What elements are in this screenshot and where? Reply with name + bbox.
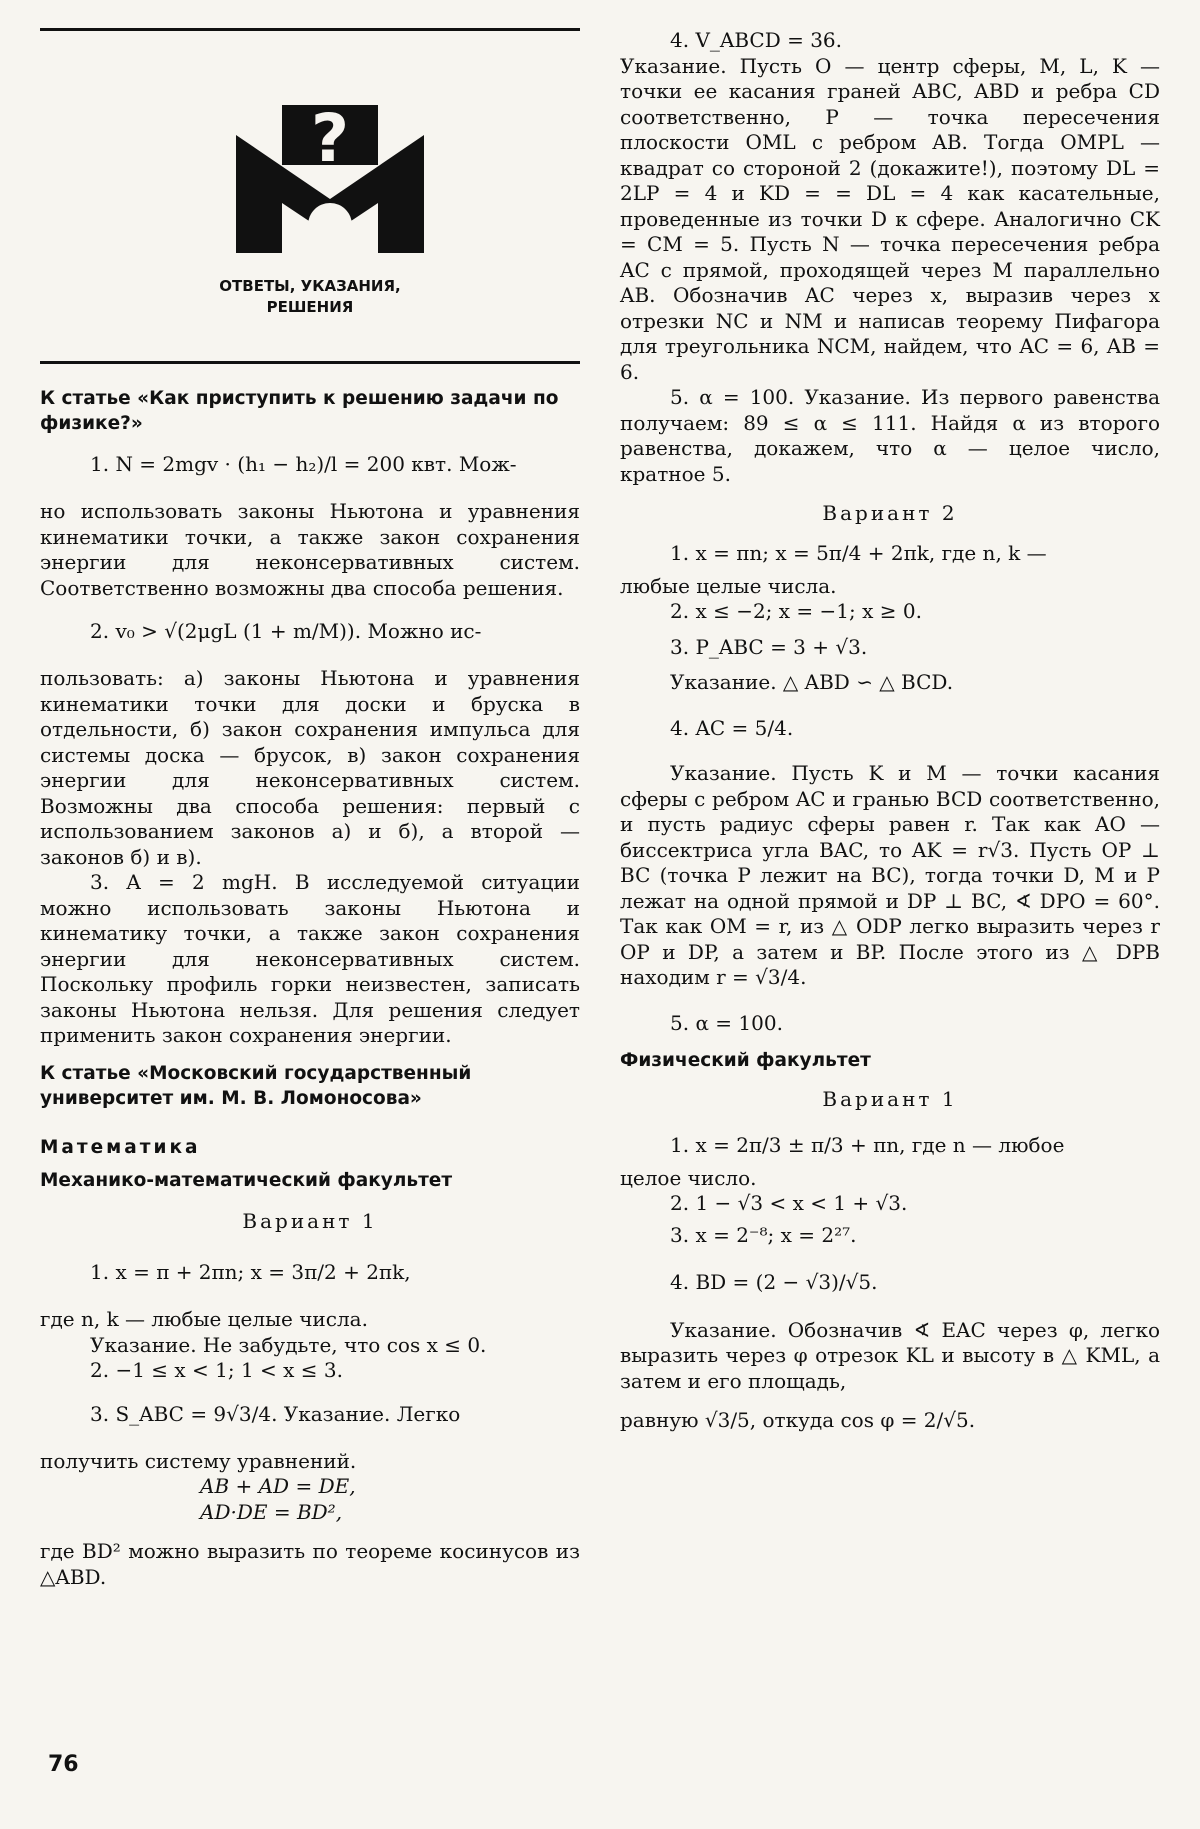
answer-1-formula: 1. N = 2mgv · (h₁ − h₂)/l = 200 квт. Мож- [90, 452, 517, 476]
system-line-2: AD·DE = BD², [200, 1499, 343, 1524]
v1-answer-1-text: где n, k — любые целые числа. [40, 1307, 368, 1331]
answer-1-text: но использовать законы Ньютона и уравнения кинематики точки, а также закон сохранения энергии для неконсервативных систем. Соответственно возможны два способа решения. [40, 499, 580, 600]
v2-answer-4-text: Указание. Пусть K и M — точки касания сферы с ребром AC и гранью BCD соответственно, и пусть радиус сферы равен r. Так как AO — биссектриса угла BAC, то AK = r√3. Пусть OP ⊥ BC (точка P лежит на BC), тогда точки D, M и P лежат на одной прямой и DP ⊥ BC, ∢ DPO = 60°. Так как OM = r, из △ ODP легко выразить через r OP и DP, а затем и BP. После этого из △ DPB находим r = √3/4. [620, 761, 1160, 989]
f-answer-3: 3. x = 2⁻⁸; x = 2²⁷. [670, 1222, 857, 1247]
v1-answer-4: 4. V_ABCD = 36. [670, 28, 843, 52]
faculty-2-heading: Физический факультет [620, 1050, 871, 1071]
f-answer-1-formula: 1. x = 2π/3 ± π/3 + πn, где n — любое [670, 1132, 1065, 1157]
f-answer-2: 2. 1 − √3 < x < 1 + √3. [670, 1191, 908, 1215]
v1-answer-4-text: Указание. Пусть O — центр сферы, M, L, K — точки ее касания граней ABC, ABD и ребра CD соответственно, P — точка пересечения плоскости OML с ребром AB. Тогда OMPL — квадрат со стороной 2 (докажите!), поэтому DL = 2LP = 4 и KD = = DL = 4 как касательные, проведенные из точки D к сфере. Аналогично CK = CM = 5. Пусть N — точка пересечения ребра AC с прямой, проходящей через M параллельно AB. Обозначив AC через x, выразив через x отрезки NC и NM и написав теорему Пифагора для треугольника NCM, найдем, что AC = 6, AB = 6. [620, 53, 1160, 384]
v2-answer-3-hint: Указание. △ ABD ∽ △ BCD. [670, 670, 954, 694]
caption-line1: ОТВЕТЫ, УКАЗАНИЯ, [219, 277, 401, 295]
logo-question-glyph: ? [310, 103, 350, 177]
v2-answer-1-formula: 1. x = πn; x = 5π/4 + 2πk, где n, k — [670, 540, 1047, 565]
bottom-rule [40, 361, 580, 364]
v2-answer-4: 4. AC = 5/4. [670, 715, 794, 740]
section-logo [40, 31, 580, 361]
answer-2-text: пользовать: а) законы Ньютона и уравнения кинематики точки для доски и бруска в отдельности, б) закон сохранения импульса для системы доска — брусок, в) закон сохранения энергии для неконсервативных систем. Возможны два способа решения: первый с использованием законов а) и б), а второй — законов б) и в). [40, 666, 580, 869]
v2-answer-2: 2. x ≤ −2; x = −1; x ≥ 0. [670, 599, 922, 623]
variant-heading: Вариант 1 [242, 1208, 378, 1233]
caption-line2: РЕШЕНИЯ [266, 298, 354, 316]
variant-2-heading: Вариант 2 [822, 501, 958, 525]
v1-answer-3-end: где BD² можно выразить по теореме косинусов из △ABD. [40, 1539, 580, 1589]
v1-answer-1-hint: Указание. Не забудьте, что cos x ≤ 0. [90, 1332, 487, 1357]
answer-2-formula: 2. v₀ > √(2μgL (1 + m/M)). Можно ис- [90, 619, 482, 643]
variant-3-heading: Вариант 1 [822, 1087, 958, 1111]
v2-answer-3: 3. P_ABC = 3 + √3. [670, 634, 868, 659]
f-answer-1-text: целое число. [620, 1165, 757, 1190]
f-answer-4-text: Указание. Обозначив ∢ EAC через φ, легко выразить через φ отрезок KL и высоту в △ KML, а затем и его площадь, [620, 1317, 1160, 1393]
question-mark-logo-icon [230, 103, 430, 263]
left-column [40, 28, 580, 1590]
section-caption [40, 276, 580, 318]
v1-answer-3-formula: 3. S_ABC = 9√3/4. Указание. Легко [90, 1401, 461, 1426]
v1-answer-5-text: 5. α = 100. Указание. Из первого равенства получаем: 89 ≤ α ≤ 111. Найдя α из второго равенства, докажем, что α — целое число, кратное 5. [620, 385, 1160, 486]
f-answer-4: 4. BD = (2 − √3)/√5. [670, 1270, 878, 1294]
page-number: 76 [48, 1752, 79, 1777]
faculty-heading: Механико-математический факультет [40, 1169, 453, 1191]
subject-heading: Математика [40, 1136, 201, 1158]
v1-answer-2: 2. −1 ≤ x < 1; 1 < x ≤ 3. [90, 1358, 343, 1382]
v2-answer-1-text: любые целые числа. [620, 573, 837, 598]
v1-answer-3-text: получить систему уравнений. [40, 1448, 357, 1473]
article-heading-2: К статье «Московский государственный университет им. М. В. Ломоносова» [40, 1062, 472, 1109]
right-column [620, 28, 1160, 1434]
v1-answer-1-formula: 1. x = π + 2πn; x = 3π/2 + 2πk, [90, 1260, 411, 1284]
f-answer-4-end: равную √3/5, откуда cos φ = 2/√5. [620, 1408, 976, 1432]
answer-3-text: 3. A = 2 mgH. В исследуемой ситуации можно использовать законы Ньютона и кинематику точки, а также закон сохранения энергии для неконсервативных систем. Поскольку профиль горки неизвестен, записать законы Ньютона нельзя. Для решения следует применить закон сохранения энергии. [40, 870, 580, 1047]
system-line-1: AB + AD = DE, [200, 1474, 356, 1498]
v2-answer-5: 5. α = 100. [670, 1010, 783, 1035]
article-heading-1: К статье «Как приступить к решению задачи по физике?» [40, 388, 559, 434]
